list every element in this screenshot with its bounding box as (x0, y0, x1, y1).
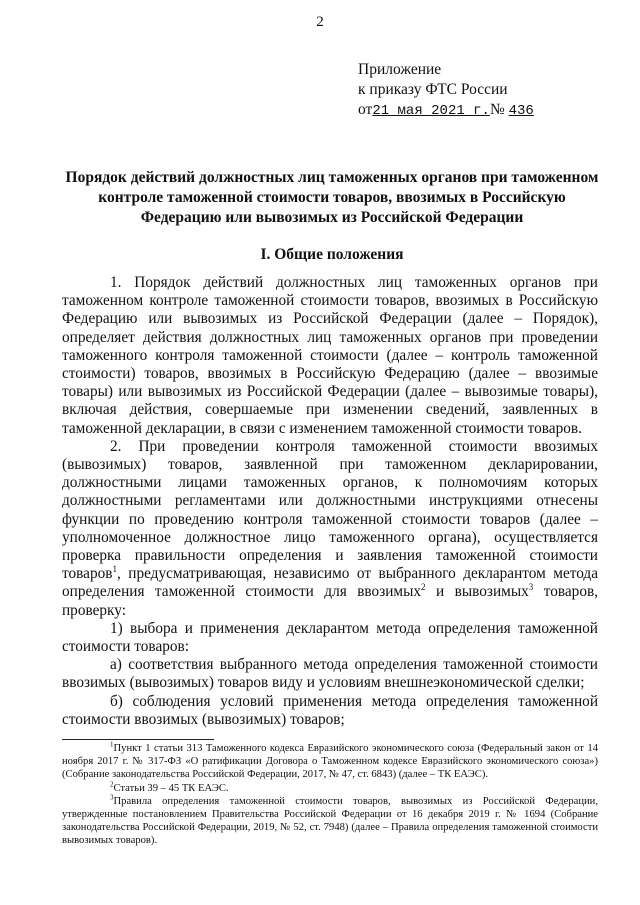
paragraph-item-a: а) соответствия выбранного метода определения таможенной стоимости ввозимых (вывозимых) товаров виду и условиям внешнеэкономической сделки; (62, 656, 598, 692)
footnotes (62, 742, 598, 848)
paragraph-item-b: б) соблюдения условий применения метода определения таможенной стоимости ввозимых (вывозимых) товаров; (62, 692, 598, 728)
footnote-ref-3: 3 (528, 582, 534, 593)
appendix-date-line (358, 100, 534, 121)
date-prefix: от (358, 101, 373, 118)
appendix-label: Приложение (358, 61, 442, 78)
appendix-block (358, 60, 534, 121)
paragraph-1: 1. Порядок действий должностных лиц таможенных органов при таможенном контроле таможенной стоимости товаров, ввозимых в Российскую Федерацию или вывозимых из Российской Федерации (далее – Порядок), определяет действия должностных лиц таможенных органов при проведении таможенного контроля таможенной стоимости (далее – контроль таможенной стоимости) товаров, ввозимых в Российскую Федерацию (далее – ввозимые товары) или вывозимых из Российской Федерации (далее – вывозимые товары), включая действия, совершаемые при изменении сведений, заявленных в таможенной декларации, в связи с изменением таможенной стоимости товаров. (62, 274, 598, 437)
footnote-2: $^2$Статьи 39 – 45 ТК ЕАЭС. (110, 780, 229, 794)
section-heading: I. Общие положения (260, 246, 404, 263)
footnote-ref-2: 2 (421, 582, 426, 593)
footnote-3: $^3$Правила определения таможенной стоимости товаров, вывозимых из Российской Федерации, утвержденные постановлением Правительства Российской Федерации от 16 декабря 2019 г. № 1694 (Собрание законодательства Российской Федерации, 2019, № 52, ст. 7948) (далее – Правила определения таможенной стоимости вывозимых товаров). (62, 793, 598, 847)
document-title: Порядок действий должностных лиц таможенных органов при таможенном контроле таможенной стоимости товаров, ввозимых в Российскую Федерацию или вывозимых из Российской Федерации (65, 169, 599, 226)
paragraph-item-1: 1) выбора и применения декларантом метода определения таможенной стоимости товаров: (62, 619, 598, 656)
appendix-order-ref: к приказу ФТС России (358, 81, 508, 98)
footnote-ref-1: 1 (112, 564, 117, 575)
footnote-divider (62, 739, 214, 740)
number-sign: № (489, 101, 505, 118)
document-body (62, 274, 598, 729)
order-date: 21 мая 2021 г. (372, 103, 490, 119)
order-number: 436 (508, 103, 534, 119)
footnote-1: $^1$Пункт 1 статьи 313 Таможенного кодекса Евразийского экономического союза (Федеральный закон от 14 ноября 2017 г. № 317-ФЗ «О ратификации Договора о Таможенном кодексе Евразийского экономического союза») (Собрание законодательства Российской Федерации, 2017, № 47, ст. 6843) (далее – ТК ЕАЭС). (62, 740, 598, 781)
paragraph-2: 2. При проведении контроля таможенной стоимости ввозимых (вывозимых) товаров, заявленной при таможенном декларировании, должностными лицами таможенных органов, к полномочиям которых должностными регламентами или должностными инструкциями отнесены функции по проведению контроля таможенной стоимости товаров (далее – уполномоченное должностное лицо таможенного органа), осуществляется проверка правильности определения и заявления таможенной стоимости товаров$^1$, предусматривающая, независимо от выбранного декларантом метода определения таможенной стоимости для ввозимых$^2$ и вывозимых$^3$ товаров, проверку: (62, 437, 599, 619)
page-number: 2 (316, 14, 324, 30)
